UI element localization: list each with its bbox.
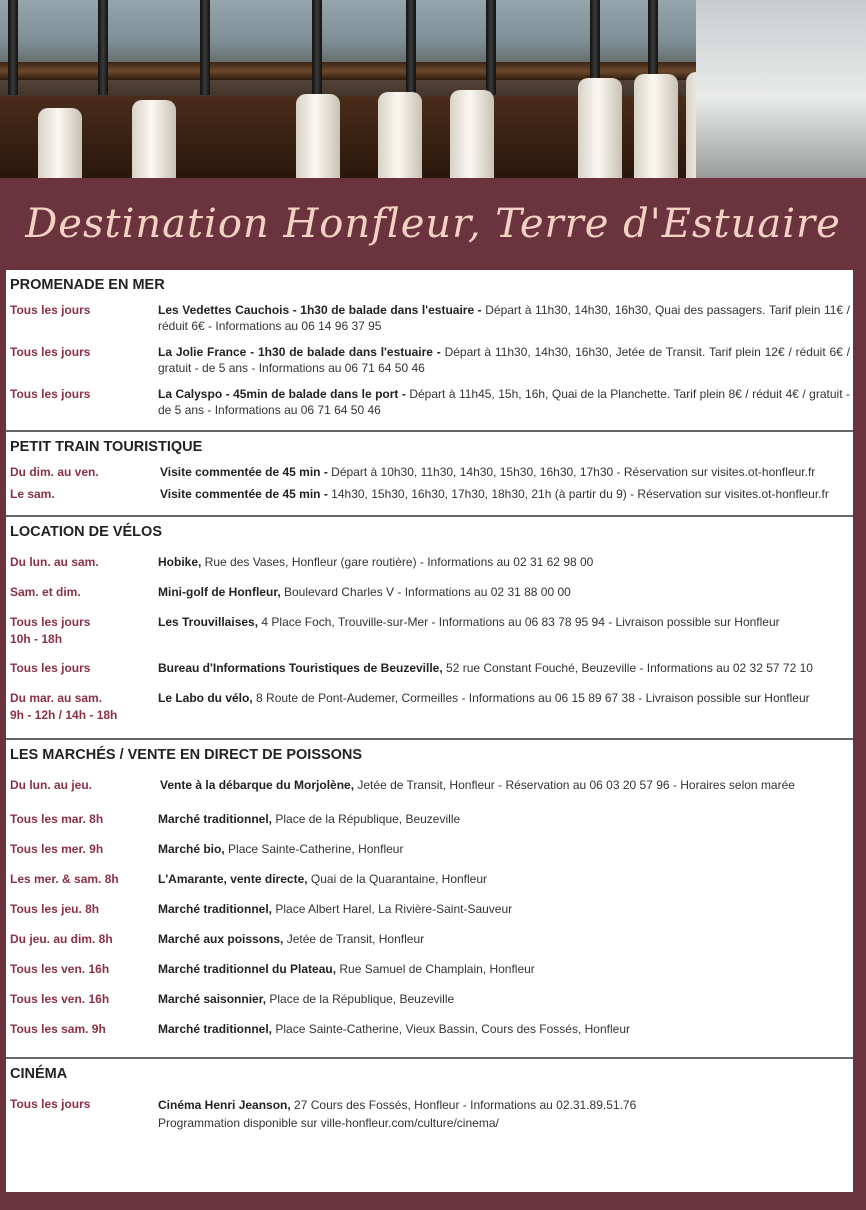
entry-name: Vente à la débarque du Morjolène,	[160, 778, 355, 792]
entry-description	[158, 584, 853, 601]
entry-details: Quai de la Quarantaine, Honfleur	[307, 872, 488, 886]
entry-details: Rue des Vases, Honfleur (gare routière) - Informations au 02 31 62 98 00	[201, 555, 594, 569]
list-item	[6, 1021, 853, 1038]
entry-details: Boulevard Charles V - Informations au 02 31 88 00 00	[280, 585, 571, 599]
entry-description	[158, 344, 853, 376]
entry-when	[6, 554, 158, 571]
entry-details: Place de la République, Beuzeville	[266, 992, 455, 1006]
entry-name: Marché saisonnier,	[158, 992, 267, 1006]
entry-description	[158, 931, 853, 948]
entry-when	[6, 660, 158, 677]
list-item	[6, 871, 853, 888]
entry-when: Du dim. au ven.	[10, 465, 99, 479]
entry-details: 14h30, 15h30, 16h30, 17h30, 18h30, 21h (à partir du 9) - Réservation sur visites.ot-honfleur.fr	[327, 487, 829, 501]
entry-when-days: Du mar. au sam.	[10, 691, 103, 705]
entry-when: Tous les mer. 9h	[10, 842, 104, 856]
section-promenade-en-mer	[6, 270, 853, 418]
entry-when-hours: 10h - 18h	[10, 632, 63, 646]
entry-details: Départ à 11h30, 14h30, 16h30, Jetée de Transit. Tarif plein 12€ / réduit 6€ / gratuit - de 5 ans - Informations au 06 71 64 50 46	[158, 345, 850, 375]
entry-when-days: Du lun. au sam.	[10, 555, 99, 569]
entry-description	[158, 811, 853, 828]
entry-name: Bureau d'Informations Touristiques de Beuzeville,	[158, 661, 443, 675]
entry-when-days: Tous les jours	[10, 661, 91, 675]
entry-name: Marché traditionnel du Plateau,	[158, 962, 337, 976]
entry-when: Tous les jours	[10, 345, 91, 359]
entry-when-days: Sam. et dim.	[10, 585, 81, 599]
entry-description	[158, 991, 853, 1008]
events-list	[6, 270, 853, 1192]
entry-name: Les Vedettes Cauchois - 1h30 de balade dans l'estuaire -	[158, 303, 482, 317]
entry-name: Visite commentée de 45 min -	[160, 487, 328, 501]
entry-when: Tous les jeu. 8h	[10, 902, 100, 916]
entry-name: Hobike,	[158, 555, 202, 569]
list-item	[6, 961, 853, 978]
entry-when: Les mer. & sam. 8h	[10, 872, 119, 886]
entry-description	[158, 871, 853, 888]
entry-when: Le sam.	[10, 487, 55, 501]
entry-name: Marché traditionnel,	[158, 902, 273, 916]
list-item	[6, 931, 853, 948]
entry-description	[160, 464, 853, 481]
entry-when	[6, 690, 158, 724]
entry-description	[158, 690, 853, 724]
entry-details: Place de la République, Beuzeville	[272, 812, 461, 826]
entry-details-link: Programmation disponible sur ville-honfleur.com/culture/cinema/	[158, 1116, 499, 1130]
section-title: LOCATION DE VÉLOS	[10, 524, 162, 540]
entry-when-hours: 9h - 12h / 14h - 18h	[10, 708, 118, 722]
section-title: PETIT TRAIN TOURISTIQUE	[10, 439, 203, 455]
section-marches	[6, 738, 853, 1038]
entry-name: Marché traditionnel,	[158, 1022, 273, 1036]
list-item	[6, 660, 853, 677]
section-title: LES MARCHÉS / VENTE EN DIRECT DE POISSONS	[10, 747, 363, 763]
entry-details: Place Sainte-Catherine, Honfleur	[224, 842, 404, 856]
section-petit-train	[6, 430, 853, 503]
entry-description	[158, 614, 853, 648]
entry-name: La Calyspo - 45min de balade dans le port -	[158, 387, 406, 401]
entry-description	[160, 777, 853, 794]
entry-description	[158, 1021, 853, 1038]
entry-name: Les Trouvillaises,	[158, 615, 259, 629]
entry-name: Cinéma Henri Jeanson,	[158, 1098, 291, 1112]
entry-details: Départ à 10h30, 11h30, 14h30, 15h30, 16h30, 17h30 - Réservation sur visites.ot-honfleur.fr	[327, 465, 816, 479]
list-item	[6, 1096, 853, 1132]
entry-description	[158, 302, 853, 334]
entry-details: Jetée de Transit, Honfleur	[283, 932, 425, 946]
entry-name: Visite commentée de 45 min -	[160, 465, 328, 479]
list-item	[6, 901, 853, 918]
entry-details: 52 rue Constant Fouché, Beuzeville - Informations au 02 32 57 72 10	[442, 661, 813, 675]
entry-details: 8 Route de Pont-Audemer, Cormeilles - Informations au 06 15 89 67 38 - Livraison possible sur Honfleur	[252, 691, 810, 705]
entry-when: Tous les mar. 8h	[10, 812, 104, 826]
list-item	[6, 486, 853, 503]
entry-name: Le Labo du vélo,	[158, 691, 253, 705]
entry-details: Rue Samuel de Champlain, Honfleur	[336, 962, 535, 976]
entry-when: Du jeu. au dim. 8h	[10, 932, 113, 946]
entry-when: Tous les sam. 9h	[10, 1022, 106, 1036]
entry-name: Marché traditionnel,	[158, 812, 273, 826]
entry-when: Tous les ven. 16h	[10, 992, 110, 1006]
entry-description	[158, 961, 853, 978]
list-item	[6, 841, 853, 858]
section-location-velos	[6, 515, 853, 724]
list-item	[6, 386, 853, 418]
entry-description	[160, 486, 853, 503]
entry-when	[6, 614, 158, 648]
list-item	[6, 777, 853, 794]
entry-when: Tous les jours	[10, 387, 91, 401]
entry-name: La Jolie France - 1h30 de balade dans l'estuaire -	[158, 345, 441, 359]
entry-when	[6, 584, 158, 601]
entry-description	[158, 841, 853, 858]
entry-details: Jetée de Transit, Honfleur - Réservation au 06 03 20 57 96 - Horaires selon marée	[354, 778, 795, 792]
entry-details: Place Sainte-Catherine, Vieux Bassin, Cours des Fossés, Honfleur	[272, 1022, 630, 1036]
entry-when: Du lun. au jeu.	[10, 778, 93, 792]
entry-when: Tous les jours	[10, 1097, 91, 1111]
entry-name: Mini-golf de Honfleur,	[158, 585, 281, 599]
entry-name: L'Amarante, vente directe,	[158, 872, 308, 886]
entry-description	[158, 901, 853, 918]
entry-details: Place Albert Harel, La Rivière-Saint-Sauveur	[272, 902, 513, 916]
entry-details: Départ à 11h30, 14h30, 16h30, Quai des passagers. Tarif plein 11€ / réduit 6€ - Informations au 06 14 96 37 95	[158, 303, 850, 333]
entry-name: Marché bio,	[158, 842, 225, 856]
section-cinema	[6, 1057, 853, 1132]
entry-when: Tous les jours	[10, 303, 91, 317]
list-item	[6, 614, 853, 648]
list-item	[6, 302, 853, 334]
header-photo	[0, 0, 866, 178]
list-item	[6, 554, 853, 571]
entry-description	[158, 554, 853, 571]
entry-description	[158, 660, 853, 677]
entry-when-days: Tous les jours	[10, 615, 91, 629]
list-item	[6, 344, 853, 376]
page-title: Destination Honfleur, Terre d'Estuaire	[25, 201, 841, 247]
list-item	[6, 690, 853, 724]
list-item	[6, 464, 853, 481]
entry-details: Départ à 11h45, 15h, 16h, Quai de la Planchette. Tarif plein 8€ / réduit 4€ / gratuit - de 5 ans - Informations au 06 71 64 50 46	[158, 387, 850, 417]
entry-when: Tous les ven. 16h	[10, 962, 110, 976]
entry-description	[158, 386, 853, 418]
list-item	[6, 811, 853, 828]
entry-name: Marché aux poissons,	[158, 932, 284, 946]
entry-details: 4 Place Foch, Trouville-sur-Mer - Informations au 06 83 78 95 94 - Livraison possible sur Honfleur	[258, 615, 780, 629]
section-title: PROMENADE EN MER	[10, 277, 165, 293]
entry-details: 27 Cours des Fossés, Honfleur - Informations au 02.31.89.51.76	[290, 1098, 637, 1112]
list-item	[6, 991, 853, 1008]
section-title: CINÉMA	[10, 1066, 68, 1082]
list-item	[6, 584, 853, 601]
entry-description	[158, 1096, 853, 1132]
